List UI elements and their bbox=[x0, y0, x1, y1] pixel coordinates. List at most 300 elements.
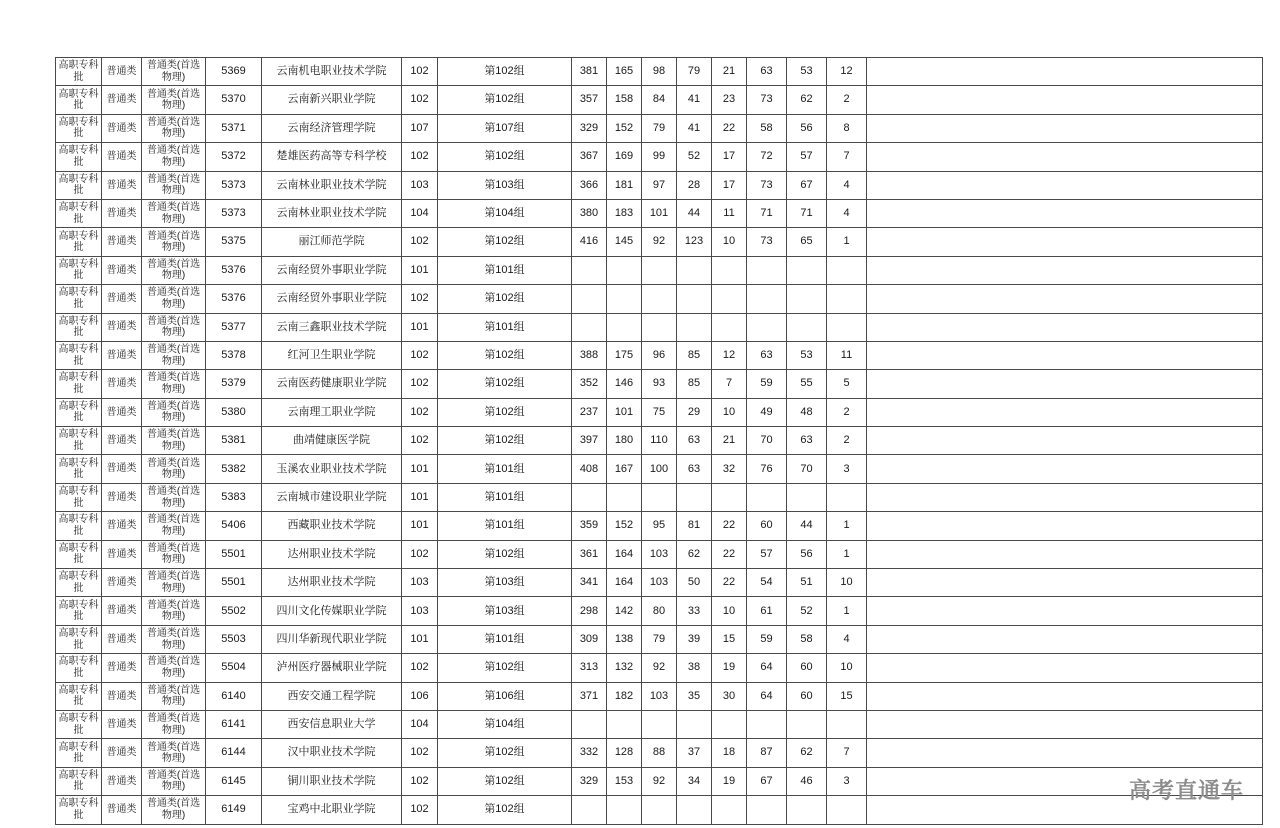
cell-value: 62 bbox=[787, 86, 827, 114]
cell-group-name: 第101组 bbox=[438, 625, 572, 653]
cell-value bbox=[607, 796, 642, 824]
cell-value: 298 bbox=[572, 597, 607, 625]
cell-batch: 高职专科批 bbox=[56, 796, 102, 824]
cell-value: 19 bbox=[712, 654, 747, 682]
cell-group-name: 第101组 bbox=[438, 483, 572, 511]
cell-value: 71 bbox=[787, 199, 827, 227]
cell-value: 101 bbox=[642, 199, 677, 227]
cell-subcategory: 普通类(首选物理) bbox=[142, 427, 206, 455]
cell-category: 普通类 bbox=[102, 199, 142, 227]
cell-value bbox=[712, 483, 747, 511]
cell-value: 70 bbox=[747, 427, 787, 455]
cell-school: 宝鸡中北职业学院 bbox=[262, 796, 402, 824]
cell-subcategory: 普通类(首选物理) bbox=[142, 540, 206, 568]
cell-value: 67 bbox=[747, 767, 787, 795]
cell-value: 52 bbox=[677, 143, 712, 171]
cell-subcategory: 普通类(首选物理) bbox=[142, 483, 206, 511]
cell-school: 云南经贸外事职业学院 bbox=[262, 285, 402, 313]
cell-value: 64 bbox=[747, 654, 787, 682]
cell-value: 92 bbox=[642, 767, 677, 795]
cell-value: 73 bbox=[747, 171, 787, 199]
cell-value: 100 bbox=[642, 455, 677, 483]
cell-group-name: 第102组 bbox=[438, 540, 572, 568]
cell-value: 123 bbox=[677, 228, 712, 256]
cell-value: 19 bbox=[712, 767, 747, 795]
cell-code: 5380 bbox=[206, 398, 262, 426]
cell-school: 四川华新现代职业学院 bbox=[262, 625, 402, 653]
cell-value: 10 bbox=[712, 597, 747, 625]
cell-group-name: 第104组 bbox=[438, 199, 572, 227]
cell-category: 普通类 bbox=[102, 427, 142, 455]
cell-value bbox=[677, 483, 712, 511]
cell-group-number: 101 bbox=[402, 483, 438, 511]
cell-value: 103 bbox=[642, 682, 677, 710]
cell-code: 6149 bbox=[206, 796, 262, 824]
cell-value bbox=[712, 313, 747, 341]
cell-value: 37 bbox=[677, 739, 712, 767]
cell-batch: 高职专科批 bbox=[56, 682, 102, 710]
cell-school: 云南林业职业技术学院 bbox=[262, 171, 402, 199]
cell-empty-tail bbox=[867, 682, 1263, 710]
cell-value bbox=[677, 285, 712, 313]
cell-value: 79 bbox=[642, 625, 677, 653]
cell-value: 4 bbox=[827, 199, 867, 227]
cell-subcategory: 普通类(首选物理) bbox=[142, 512, 206, 540]
cell-value: 17 bbox=[712, 171, 747, 199]
cell-category: 普通类 bbox=[102, 483, 142, 511]
cell-value: 146 bbox=[607, 370, 642, 398]
cell-value bbox=[747, 256, 787, 284]
cell-code: 5501 bbox=[206, 540, 262, 568]
cell-value: 92 bbox=[642, 654, 677, 682]
cell-value: 103 bbox=[642, 569, 677, 597]
cell-value: 1 bbox=[827, 540, 867, 568]
table-row bbox=[56, 796, 1263, 824]
cell-value: 22 bbox=[712, 540, 747, 568]
cell-value: 79 bbox=[677, 58, 712, 86]
cell-value: 63 bbox=[787, 427, 827, 455]
cell-code: 5376 bbox=[206, 285, 262, 313]
cell-code: 5371 bbox=[206, 114, 262, 142]
cell-value bbox=[677, 313, 712, 341]
cell-subcategory: 普通类(首选物理) bbox=[142, 228, 206, 256]
cell-value: 153 bbox=[607, 767, 642, 795]
cell-school: 云南三鑫职业技术学院 bbox=[262, 313, 402, 341]
cell-value: 41 bbox=[677, 86, 712, 114]
cell-value: 70 bbox=[787, 455, 827, 483]
cell-value: 75 bbox=[642, 398, 677, 426]
table-row bbox=[56, 625, 1263, 653]
cell-value bbox=[642, 285, 677, 313]
cell-category: 普通类 bbox=[102, 228, 142, 256]
cell-subcategory: 普通类(首选物理) bbox=[142, 625, 206, 653]
cell-value: 21 bbox=[712, 427, 747, 455]
cell-subcategory: 普通类(首选物理) bbox=[142, 455, 206, 483]
cell-group-number: 107 bbox=[402, 114, 438, 142]
cell-value: 64 bbox=[747, 682, 787, 710]
table-row bbox=[56, 710, 1263, 738]
cell-value: 73 bbox=[747, 86, 787, 114]
table-row bbox=[56, 58, 1263, 86]
cell-category: 普通类 bbox=[102, 682, 142, 710]
cell-code: 5376 bbox=[206, 256, 262, 284]
cell-value: 29 bbox=[677, 398, 712, 426]
cell-subcategory: 普通类(首选物理) bbox=[142, 171, 206, 199]
cell-empty-tail bbox=[867, 540, 1263, 568]
cell-value: 22 bbox=[712, 114, 747, 142]
table-row bbox=[56, 114, 1263, 142]
cell-value: 34 bbox=[677, 767, 712, 795]
cell-value bbox=[787, 710, 827, 738]
cell-school: 云南城市建设职业学院 bbox=[262, 483, 402, 511]
cell-empty-tail bbox=[867, 114, 1263, 142]
cell-value: 175 bbox=[607, 341, 642, 369]
cell-value: 60 bbox=[787, 682, 827, 710]
cell-group-name: 第102组 bbox=[438, 370, 572, 398]
cell-value: 57 bbox=[747, 540, 787, 568]
cell-code: 6141 bbox=[206, 710, 262, 738]
cell-value: 7 bbox=[712, 370, 747, 398]
table-row bbox=[56, 228, 1263, 256]
cell-batch: 高职专科批 bbox=[56, 569, 102, 597]
cell-value: 341 bbox=[572, 569, 607, 597]
cell-group-number: 101 bbox=[402, 512, 438, 540]
cell-value: 65 bbox=[787, 228, 827, 256]
cell-value: 99 bbox=[642, 143, 677, 171]
cell-value: 85 bbox=[677, 341, 712, 369]
cell-subcategory: 普通类(首选物理) bbox=[142, 256, 206, 284]
cell-value: 416 bbox=[572, 228, 607, 256]
cell-code: 5378 bbox=[206, 341, 262, 369]
cell-batch: 高职专科批 bbox=[56, 370, 102, 398]
cell-subcategory: 普通类(首选物理) bbox=[142, 767, 206, 795]
cell-value: 50 bbox=[677, 569, 712, 597]
cell-value: 32 bbox=[712, 455, 747, 483]
cell-value: 95 bbox=[642, 512, 677, 540]
cell-value: 11 bbox=[827, 341, 867, 369]
cell-value: 313 bbox=[572, 654, 607, 682]
cell-batch: 高职专科批 bbox=[56, 739, 102, 767]
cell-school: 楚雄医药高等专科学校 bbox=[262, 143, 402, 171]
cell-group-name: 第102组 bbox=[438, 86, 572, 114]
cell-value: 88 bbox=[642, 739, 677, 767]
cell-batch: 高职专科批 bbox=[56, 398, 102, 426]
cell-batch: 高职专科批 bbox=[56, 512, 102, 540]
cell-subcategory: 普通类(首选物理) bbox=[142, 569, 206, 597]
cell-category: 普通类 bbox=[102, 597, 142, 625]
cell-school: 曲靖健康医学院 bbox=[262, 427, 402, 455]
cell-batch: 高职专科批 bbox=[56, 455, 102, 483]
cell-group-number: 102 bbox=[402, 767, 438, 795]
cell-value: 8 bbox=[827, 114, 867, 142]
cell-value bbox=[787, 796, 827, 824]
cell-code: 5501 bbox=[206, 569, 262, 597]
cell-group-number: 104 bbox=[402, 710, 438, 738]
cell-group-number: 102 bbox=[402, 86, 438, 114]
cell-value bbox=[642, 313, 677, 341]
cell-value bbox=[642, 256, 677, 284]
table-row bbox=[56, 455, 1263, 483]
cell-subcategory: 普通类(首选物理) bbox=[142, 199, 206, 227]
cell-empty-tail bbox=[867, 512, 1263, 540]
cell-category: 普通类 bbox=[102, 143, 142, 171]
cell-value bbox=[642, 796, 677, 824]
cell-subcategory: 普通类(首选物理) bbox=[142, 285, 206, 313]
cell-group-number: 102 bbox=[402, 58, 438, 86]
cell-value: 56 bbox=[787, 114, 827, 142]
cell-value: 237 bbox=[572, 398, 607, 426]
cell-value: 15 bbox=[712, 625, 747, 653]
cell-value bbox=[607, 710, 642, 738]
cell-category: 普通类 bbox=[102, 58, 142, 86]
cell-group-name: 第101组 bbox=[438, 313, 572, 341]
cell-group-name: 第107组 bbox=[438, 114, 572, 142]
cell-school: 西藏职业技术学院 bbox=[262, 512, 402, 540]
table-row bbox=[56, 654, 1263, 682]
cell-school: 汉中职业技术学院 bbox=[262, 739, 402, 767]
cell-school: 红河卫生职业学院 bbox=[262, 341, 402, 369]
cell-code: 5406 bbox=[206, 512, 262, 540]
cell-value: 4 bbox=[827, 171, 867, 199]
cell-group-name: 第102组 bbox=[438, 796, 572, 824]
cell-value: 67 bbox=[787, 171, 827, 199]
cell-group-name: 第102组 bbox=[438, 739, 572, 767]
cell-group-name: 第102组 bbox=[438, 285, 572, 313]
cell-batch: 高职专科批 bbox=[56, 654, 102, 682]
cell-value: 164 bbox=[607, 540, 642, 568]
cell-code: 5504 bbox=[206, 654, 262, 682]
cell-value: 397 bbox=[572, 427, 607, 455]
cell-subcategory: 普通类(首选物理) bbox=[142, 710, 206, 738]
cell-category: 普通类 bbox=[102, 710, 142, 738]
cell-school: 铜川职业技术学院 bbox=[262, 767, 402, 795]
cell-group-number: 103 bbox=[402, 569, 438, 597]
cell-value: 44 bbox=[787, 512, 827, 540]
cell-school: 丽江师范学院 bbox=[262, 228, 402, 256]
table-row bbox=[56, 398, 1263, 426]
cell-subcategory: 普通类(首选物理) bbox=[142, 341, 206, 369]
cell-value: 56 bbox=[787, 540, 827, 568]
cell-value bbox=[827, 796, 867, 824]
cell-value: 1 bbox=[827, 228, 867, 256]
cell-value bbox=[572, 483, 607, 511]
cell-code: 5372 bbox=[206, 143, 262, 171]
cell-group-number: 104 bbox=[402, 199, 438, 227]
cell-value bbox=[677, 710, 712, 738]
cell-value: 62 bbox=[787, 739, 827, 767]
cell-subcategory: 普通类(首选物理) bbox=[142, 398, 206, 426]
cell-value: 51 bbox=[787, 569, 827, 597]
cell-value: 388 bbox=[572, 341, 607, 369]
cell-value bbox=[572, 256, 607, 284]
cell-category: 普通类 bbox=[102, 796, 142, 824]
cell-batch: 高职专科批 bbox=[56, 313, 102, 341]
cell-value: 367 bbox=[572, 143, 607, 171]
cell-empty-tail bbox=[867, 739, 1263, 767]
cell-code: 6144 bbox=[206, 739, 262, 767]
cell-value: 96 bbox=[642, 341, 677, 369]
cell-value: 10 bbox=[827, 569, 867, 597]
cell-value: 103 bbox=[642, 540, 677, 568]
cell-subcategory: 普通类(首选物理) bbox=[142, 654, 206, 682]
cell-value bbox=[572, 313, 607, 341]
cell-value bbox=[607, 483, 642, 511]
cell-value bbox=[572, 710, 607, 738]
cell-empty-tail bbox=[867, 228, 1263, 256]
cell-value bbox=[607, 285, 642, 313]
cell-value bbox=[642, 710, 677, 738]
cell-value: 35 bbox=[677, 682, 712, 710]
cell-empty-tail bbox=[867, 597, 1263, 625]
cell-group-number: 101 bbox=[402, 455, 438, 483]
cell-batch: 高职专科批 bbox=[56, 341, 102, 369]
cell-value: 53 bbox=[787, 58, 827, 86]
table-row bbox=[56, 540, 1263, 568]
cell-group-number: 102 bbox=[402, 285, 438, 313]
cell-value: 3 bbox=[827, 455, 867, 483]
cell-value: 76 bbox=[747, 455, 787, 483]
cell-value: 145 bbox=[607, 228, 642, 256]
cell-value: 158 bbox=[607, 86, 642, 114]
cell-value: 62 bbox=[677, 540, 712, 568]
cell-value: 81 bbox=[677, 512, 712, 540]
cell-empty-tail bbox=[867, 625, 1263, 653]
cell-value: 44 bbox=[677, 199, 712, 227]
cell-code: 5375 bbox=[206, 228, 262, 256]
cell-empty-tail bbox=[867, 143, 1263, 171]
cell-batch: 高职专科批 bbox=[56, 143, 102, 171]
cell-code: 5369 bbox=[206, 58, 262, 86]
cell-subcategory: 普通类(首选物理) bbox=[142, 313, 206, 341]
cell-empty-tail bbox=[867, 398, 1263, 426]
cell-code: 5383 bbox=[206, 483, 262, 511]
cell-value: 357 bbox=[572, 86, 607, 114]
cell-value: 61 bbox=[747, 597, 787, 625]
table-row bbox=[56, 483, 1263, 511]
cell-value: 366 bbox=[572, 171, 607, 199]
cell-value: 182 bbox=[607, 682, 642, 710]
cell-value: 71 bbox=[747, 199, 787, 227]
cell-group-number: 102 bbox=[402, 427, 438, 455]
cell-value: 11 bbox=[712, 199, 747, 227]
cell-value: 46 bbox=[787, 767, 827, 795]
cell-value: 72 bbox=[747, 143, 787, 171]
cell-value: 181 bbox=[607, 171, 642, 199]
cell-code: 6145 bbox=[206, 767, 262, 795]
cell-value: 60 bbox=[787, 654, 827, 682]
cell-value: 92 bbox=[642, 228, 677, 256]
cell-category: 普通类 bbox=[102, 398, 142, 426]
cell-value: 359 bbox=[572, 512, 607, 540]
cell-value bbox=[747, 710, 787, 738]
cell-batch: 高职专科批 bbox=[56, 540, 102, 568]
cell-empty-tail bbox=[867, 171, 1263, 199]
cell-school: 云南林业职业技术学院 bbox=[262, 199, 402, 227]
cell-value: 361 bbox=[572, 540, 607, 568]
cell-school: 云南医药健康职业学院 bbox=[262, 370, 402, 398]
table-body bbox=[56, 58, 1263, 825]
cell-batch: 高职专科批 bbox=[56, 625, 102, 653]
cell-value: 7 bbox=[827, 143, 867, 171]
cell-group-name: 第102组 bbox=[438, 228, 572, 256]
cell-empty-tail bbox=[867, 455, 1263, 483]
table-row bbox=[56, 143, 1263, 171]
cell-group-number: 101 bbox=[402, 313, 438, 341]
cell-value: 110 bbox=[642, 427, 677, 455]
cell-empty-tail bbox=[867, 654, 1263, 682]
cell-value: 97 bbox=[642, 171, 677, 199]
table-row bbox=[56, 427, 1263, 455]
cell-value: 2 bbox=[827, 398, 867, 426]
cell-category: 普通类 bbox=[102, 767, 142, 795]
cell-category: 普通类 bbox=[102, 654, 142, 682]
cell-value: 28 bbox=[677, 171, 712, 199]
cell-value: 167 bbox=[607, 455, 642, 483]
cell-value bbox=[827, 256, 867, 284]
cell-group-name: 第102组 bbox=[438, 767, 572, 795]
cell-empty-tail bbox=[867, 569, 1263, 597]
cell-subcategory: 普通类(首选物理) bbox=[142, 114, 206, 142]
cell-group-name: 第102组 bbox=[438, 654, 572, 682]
cell-value: 12 bbox=[827, 58, 867, 86]
cell-value: 93 bbox=[642, 370, 677, 398]
cell-empty-tail bbox=[867, 341, 1263, 369]
cell-subcategory: 普通类(首选物理) bbox=[142, 796, 206, 824]
cell-value: 10 bbox=[827, 654, 867, 682]
cell-subcategory: 普通类(首选物理) bbox=[142, 143, 206, 171]
table-row bbox=[56, 285, 1263, 313]
cell-empty-tail bbox=[867, 256, 1263, 284]
cell-group-name: 第101组 bbox=[438, 256, 572, 284]
cell-value bbox=[787, 483, 827, 511]
cell-batch: 高职专科批 bbox=[56, 228, 102, 256]
cell-group-number: 102 bbox=[402, 540, 438, 568]
cell-group-number: 102 bbox=[402, 398, 438, 426]
table-row bbox=[56, 341, 1263, 369]
cell-school: 西安信息职业大学 bbox=[262, 710, 402, 738]
cell-value bbox=[712, 796, 747, 824]
cell-code: 5382 bbox=[206, 455, 262, 483]
cell-value bbox=[827, 710, 867, 738]
cell-code: 5370 bbox=[206, 86, 262, 114]
cell-value: 87 bbox=[747, 739, 787, 767]
cell-value bbox=[747, 483, 787, 511]
cell-school: 达州职业技术学院 bbox=[262, 569, 402, 597]
cell-code: 5377 bbox=[206, 313, 262, 341]
cell-category: 普通类 bbox=[102, 285, 142, 313]
cell-group-number: 102 bbox=[402, 796, 438, 824]
cell-group-name: 第102组 bbox=[438, 341, 572, 369]
cell-subcategory: 普通类(首选物理) bbox=[142, 597, 206, 625]
cell-empty-tail bbox=[867, 285, 1263, 313]
cell-value: 101 bbox=[607, 398, 642, 426]
table-row bbox=[56, 256, 1263, 284]
cell-value: 58 bbox=[747, 114, 787, 142]
cell-value: 22 bbox=[712, 512, 747, 540]
cell-value: 381 bbox=[572, 58, 607, 86]
cell-batch: 高职专科批 bbox=[56, 427, 102, 455]
cell-value: 63 bbox=[747, 58, 787, 86]
cell-category: 普通类 bbox=[102, 540, 142, 568]
cell-group-name: 第104组 bbox=[438, 710, 572, 738]
cell-value bbox=[787, 256, 827, 284]
cell-empty-tail bbox=[867, 86, 1263, 114]
cell-batch: 高职专科批 bbox=[56, 483, 102, 511]
cell-value: 85 bbox=[677, 370, 712, 398]
cell-category: 普通类 bbox=[102, 256, 142, 284]
cell-value: 55 bbox=[787, 370, 827, 398]
cell-value: 84 bbox=[642, 86, 677, 114]
